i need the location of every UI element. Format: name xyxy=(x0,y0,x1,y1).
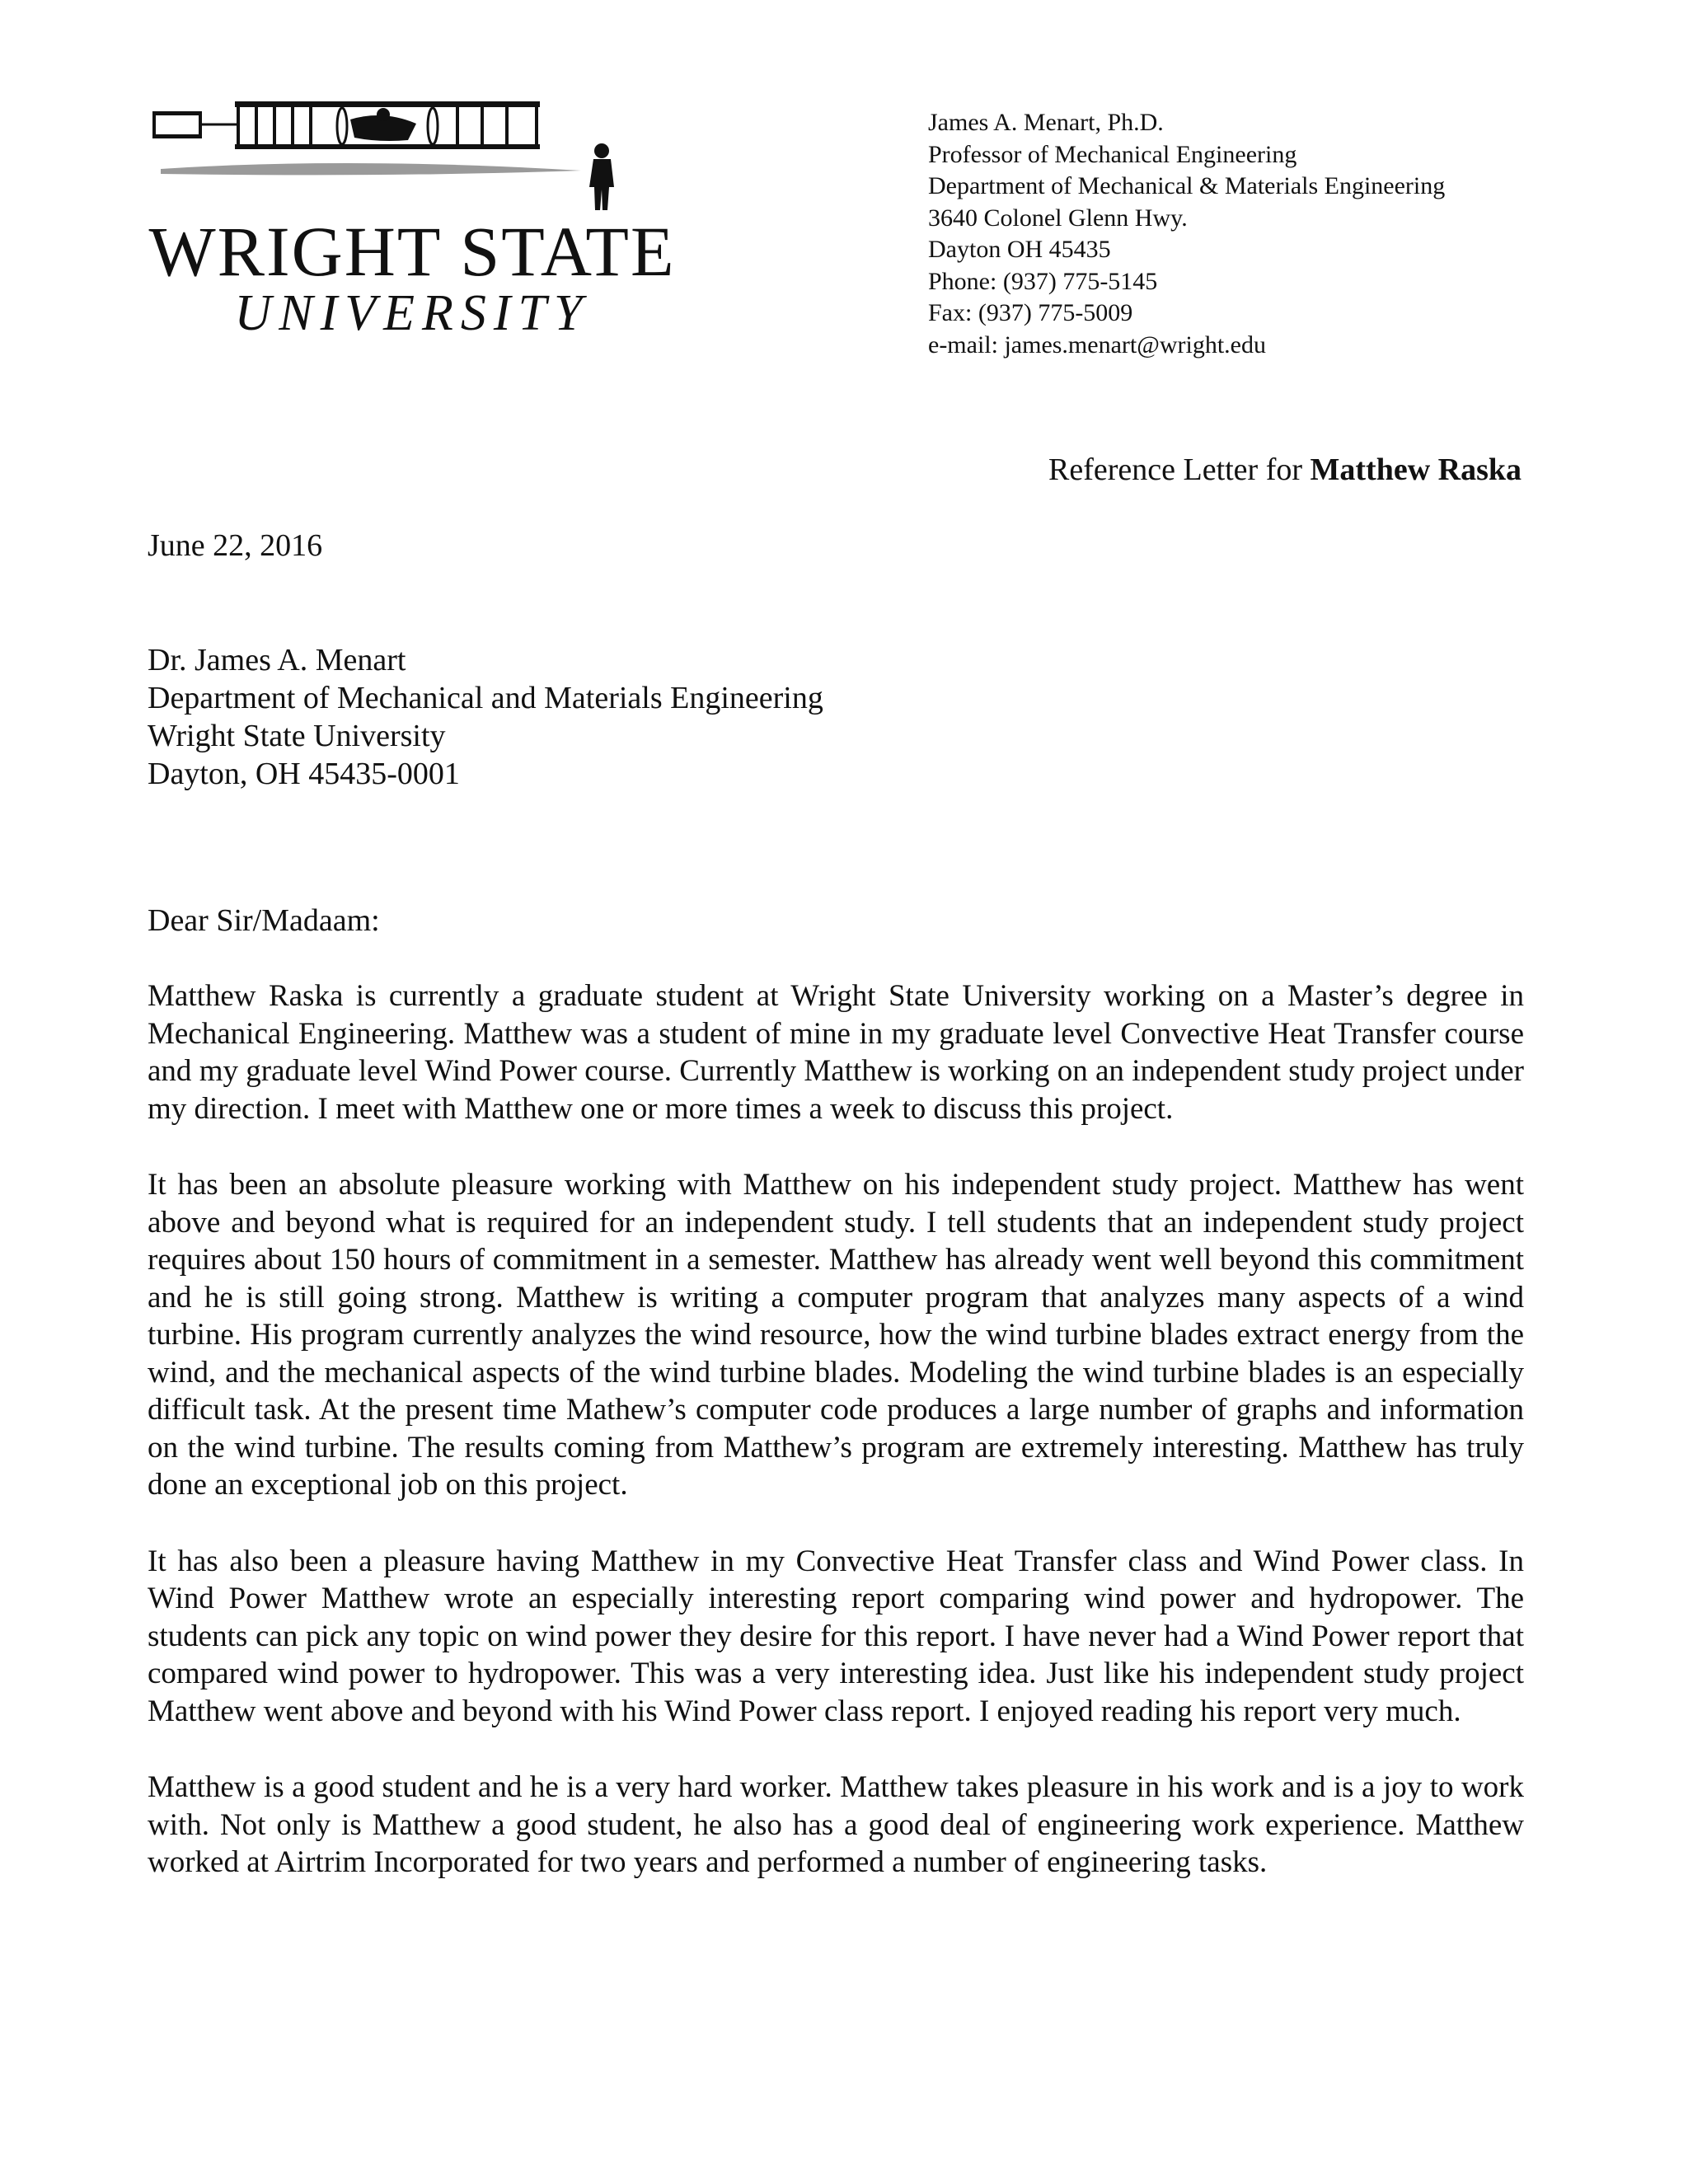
salutation: Dear Sir/Madaam: xyxy=(148,903,380,938)
sender-title: Professor of Mechanical Engineering xyxy=(928,140,1297,168)
sender-street: 3640 Colonel Glenn Hwy. xyxy=(928,204,1188,232)
letter-body xyxy=(148,977,1524,1920)
sender-fax: Fax: (937) 775-5009 xyxy=(928,299,1133,326)
recipient-address xyxy=(148,641,823,793)
logo-wordmark-line1: WRIGHT STATE xyxy=(148,212,676,291)
body-paragraph: Matthew Raska is currently a graduate student at Wright State University working on a Master’s degree in Mechanical Engineering. Matthew was a student of mine in my graduate level Convective Heat Transfer course and my graduate level Wind Power course. Currently Matthew is working on an independent study project under my direction. I meet with Matthew one or more times a week to discuss this project. xyxy=(148,979,1524,1126)
letter-date: June 22, 2016 xyxy=(148,528,323,563)
sender-email: e-mail: james.menart@wright.edu xyxy=(928,330,1266,359)
body-paragraph: It has been an absolute pleasure working with Matthew on his independent study project. Matthew has went above and beyond what is required for an independent study. I tell students that an independent study project requires about 150 hours of commitment in a semester. Matthew has already went well beyond this commitment and he is still going strong. Matthew is writing a computer program that analyzes many aspects of a wind turbine. His program currently analyzes the wind resource, how the wind turbine blades extract energy from the wind, and the mechanical aspects of the wind turbine blades. Modeling the wind turbine blades is an especially difficult task. At the present time Mathew’s computer code produces a large number of graphs and information on the wind turbine. The results coming from Matthew’s program are extremely interesting. Matthew has truly done an exceptional job on this project. xyxy=(148,1168,1524,1502)
reference-prefix: Reference Letter for xyxy=(1048,452,1311,487)
reference-student-name: Matthew Raska xyxy=(1310,452,1522,487)
sender-phone: Phone: (937) 775-5145 xyxy=(928,267,1158,295)
logo-wordmark-line2: UNIVERSITY xyxy=(234,285,590,341)
reference-heading xyxy=(1048,452,1522,488)
sender-name: James A. Menart, Ph.D. xyxy=(928,109,1164,136)
body-paragraph: Matthew is a good student and he is a very hard worker. Matthew takes pleasure in his work and is a joy to work with. Not only is Matthew a good student, he also has a good deal of engineering work experience. Matthew worked at Airtrim Incorporated for two years and performed a number of engineering tasks. xyxy=(148,1770,1524,1879)
sender-city: Dayton OH 45435 xyxy=(928,236,1111,263)
letterhead-contact-block xyxy=(928,107,1445,361)
address-line: Wright State University xyxy=(148,719,446,753)
university-logo xyxy=(144,95,680,350)
sender-department: Department of Mechanical & Materials Engineering xyxy=(928,172,1446,199)
body-paragraph: It has also been a pleasure having Matthew in my Convective Heat Transfer class and Wind Power class. In Wind Power Matthew wrote an especially interesting report comparing wind power and hydropower. The students can pick any topic on wind power they desire for this report. I have never had a Wind Power report that compared wind power to hydropower. This was a very interesting idea. Just like his independent study project Matthew went above and beyond with his Wind Power class report. I enjoyed reading his report very much. xyxy=(148,1544,1524,1728)
address-line: Dayton, OH 45435-0001 xyxy=(148,757,460,791)
address-line: Department of Mechanical and Materials Engineering xyxy=(148,681,823,715)
address-line: Dr. James A. Menart xyxy=(148,643,406,677)
